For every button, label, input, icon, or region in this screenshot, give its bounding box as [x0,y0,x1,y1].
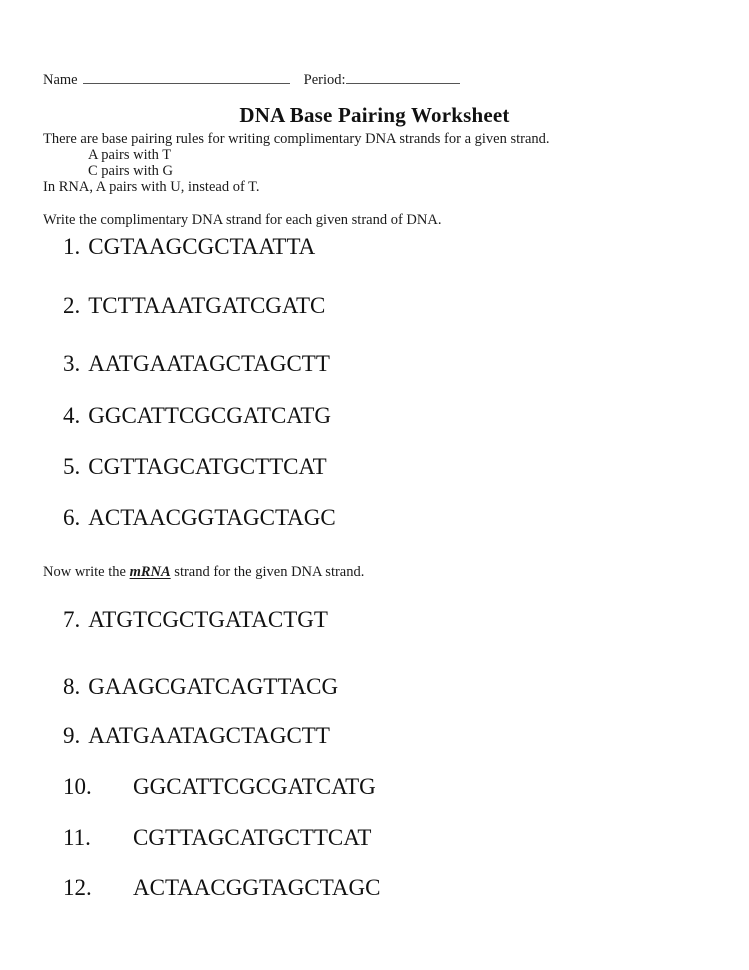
item-sequence: ACTAACGGTAGCTAGC [133,875,381,900]
period-label: Period: [303,72,346,88]
item-number: 11. [63,825,91,850]
item-sequence: AATGAATAGCTAGCTT [88,723,330,748]
dna-item-2 [63,293,325,319]
rule-c-pairs-g: C pairs with G [88,163,173,179]
header-name-period-row [43,71,503,89]
mrna-item-7 [63,607,328,633]
mrna-item-11 [63,825,371,851]
page-title: DNA Base Pairing Worksheet [239,103,510,127]
item-sequence: CGTAAGCGCTAATTA [88,234,316,259]
mrna-instruction-suffix: strand for the given DNA strand. [170,564,365,580]
item-sequence: CGTTAGCATGCTTCAT [88,454,327,479]
mrna-emphasis: mRNA [129,564,171,580]
mrna-item-12 [63,875,380,901]
dna-section-instruction: Write the complimentary DNA strand for each given strand of DNA. [43,212,442,228]
item-sequence: CGTTAGCATGCTTCAT [133,825,372,850]
name-blank-line [83,71,290,84]
item-number: 9. [63,723,81,748]
item-number: 3. [63,351,81,376]
item-number: 6. [63,505,81,530]
dna-item-6 [63,505,336,531]
dna-item-5 [63,454,327,480]
item-number: 10. [63,774,92,799]
mrna-item-8 [63,674,338,700]
mrna-item-9 [63,723,330,749]
mrna-item-10 [63,774,376,800]
dna-item-4 [63,403,331,429]
item-number: 12. [63,875,92,900]
mrna-instruction-prefix: Now write the [43,564,130,580]
item-number: 2. [63,293,81,318]
rule-a-pairs-t: A pairs with T [88,147,172,163]
period-blank-line [346,71,460,84]
intro-line-1: There are base pairing rules for writing complimentary DNA strands for a given strand. [43,131,550,147]
item-number: 8. [63,674,81,699]
item-sequence: GGCATTCGCGATCATG [88,403,332,428]
item-sequence: GGCATTCGCGATCATG [133,774,376,799]
item-sequence: TCTTAAATGATCGATC [88,293,326,318]
item-sequence: ATGTCGCTGATACTGT [88,607,328,632]
dna-item-1 [63,234,315,260]
item-number: 5. [63,454,81,479]
name-label: Name [43,72,78,88]
dna-item-3 [63,351,330,377]
item-sequence: AATGAATAGCTAGCTT [88,351,330,376]
item-number: 1. [63,234,81,259]
item-number: 7. [63,607,81,632]
intro-line-2: In RNA, A pairs with U, instead of T. [43,179,260,195]
item-number: 4. [63,403,81,428]
item-sequence: GAAGCGATCAGTTACG [88,674,339,699]
mrna-section-instruction [43,564,364,580]
item-sequence: ACTAACGGTAGCTAGC [88,505,336,530]
